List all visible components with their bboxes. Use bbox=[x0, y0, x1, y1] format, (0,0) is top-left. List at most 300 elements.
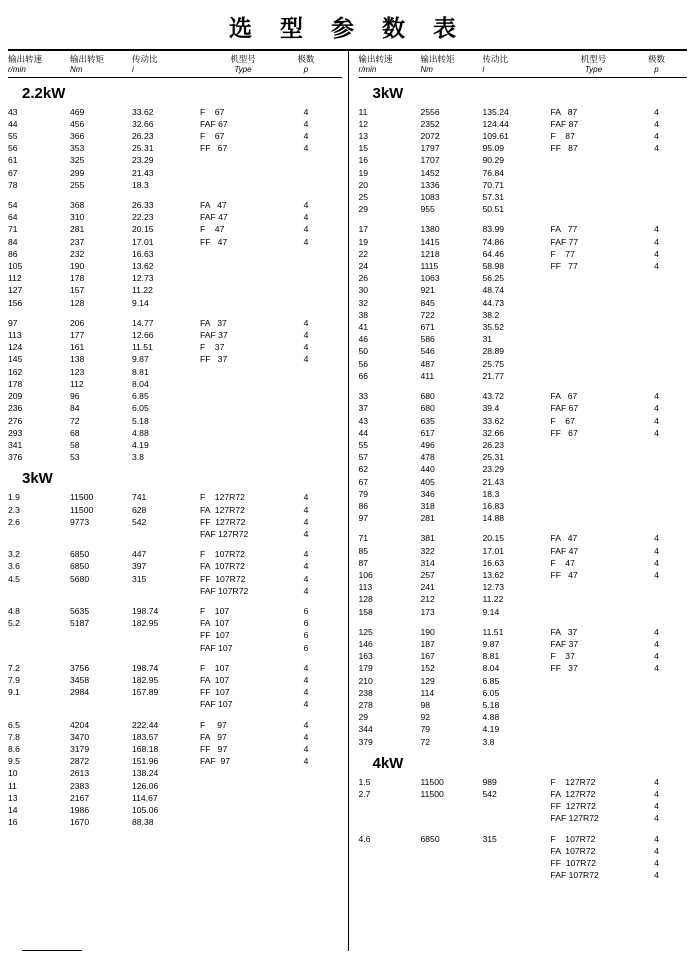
cell-type: FAF 127R72 bbox=[200, 528, 249, 539]
cell-nm: 322 bbox=[420, 545, 435, 556]
cell-type bbox=[200, 804, 286, 816]
cell-poles bbox=[286, 297, 326, 309]
cell-poles bbox=[637, 488, 677, 500]
cell-poles bbox=[286, 366, 326, 378]
table-row bbox=[359, 358, 677, 370]
cell-type bbox=[551, 370, 637, 382]
cell-rpm: 37 bbox=[358, 403, 369, 414]
cell-type bbox=[200, 154, 286, 166]
cell-type: FAF 127R72 bbox=[550, 813, 599, 824]
cell-ratio: 14.88 bbox=[482, 513, 505, 524]
cell-poles: 4 bbox=[654, 845, 659, 856]
cell-rpm: 127 bbox=[8, 285, 23, 296]
header-output-torque-cn: 输出转矩 bbox=[70, 54, 105, 64]
table-row bbox=[8, 402, 326, 414]
power-rating-heading: 3kW bbox=[372, 84, 404, 102]
header-ratio-en: i bbox=[482, 64, 485, 74]
table-row bbox=[8, 223, 326, 235]
cell-nm: 310 bbox=[70, 212, 85, 223]
cell-rpm: 293 bbox=[8, 427, 23, 438]
cell-rpm: 71 bbox=[358, 533, 369, 544]
table-row bbox=[359, 321, 677, 333]
table-row bbox=[359, 606, 677, 618]
table-row bbox=[359, 545, 677, 557]
cell-nm: 722 bbox=[420, 309, 435, 320]
table-row bbox=[359, 142, 677, 154]
cell-rpm: 15 bbox=[358, 143, 369, 154]
cell-rpm: 379 bbox=[358, 736, 373, 747]
cell-ratio: 447 bbox=[132, 549, 147, 560]
cell-poles bbox=[286, 272, 326, 284]
table-row bbox=[359, 390, 677, 402]
cell-rpm: 78 bbox=[8, 179, 18, 190]
table-row bbox=[8, 642, 326, 654]
cell-type: FAF 77 bbox=[550, 236, 579, 247]
cell-ratio: 25.31 bbox=[482, 452, 505, 463]
cell-rpm: 113 bbox=[8, 330, 22, 341]
cell-poles bbox=[637, 284, 677, 296]
cell-nm: 1415 bbox=[420, 236, 440, 247]
cell-poles: 4 bbox=[654, 261, 659, 272]
cell-rpm bbox=[8, 642, 70, 654]
table-row bbox=[8, 427, 326, 439]
cell-ratio: 16.83 bbox=[482, 500, 505, 511]
cell-nm: 5680 bbox=[70, 573, 90, 584]
cell-nm: 187 bbox=[420, 638, 435, 649]
cell-ratio: 16.63 bbox=[482, 557, 505, 568]
cell-type: FF 127R72 bbox=[550, 801, 596, 812]
cell-nm: 128 bbox=[70, 297, 85, 308]
cell-nm: 190 bbox=[420, 626, 435, 637]
cell-poles bbox=[286, 390, 326, 402]
cell-poles bbox=[286, 402, 326, 414]
header-output-torque-en: Nm bbox=[420, 64, 433, 74]
cell-poles bbox=[286, 167, 326, 179]
cell-rpm: 24 bbox=[358, 261, 369, 272]
right-header-divider bbox=[359, 77, 688, 78]
cell-nm: 314 bbox=[420, 557, 435, 568]
cell-ratio: 43.72 bbox=[482, 391, 505, 402]
cell-rpm: 32 bbox=[358, 297, 369, 308]
cell-nm: 11500 bbox=[420, 776, 444, 787]
table-row bbox=[359, 500, 677, 512]
cell-poles: 4 bbox=[303, 573, 309, 584]
cell-poles: 4 bbox=[654, 391, 659, 402]
cell-poles bbox=[637, 333, 677, 345]
table-row bbox=[359, 309, 677, 321]
cell-poles: 6 bbox=[303, 618, 309, 629]
cell-rpm: 43 bbox=[8, 106, 18, 117]
cell-nm: 368 bbox=[70, 200, 85, 211]
table-row bbox=[8, 167, 326, 179]
table-row bbox=[8, 284, 326, 296]
cell-rpm: 2.3 bbox=[8, 504, 20, 515]
table-row bbox=[8, 260, 326, 272]
cell-type: FF 107 bbox=[200, 630, 230, 641]
cell-poles: 4 bbox=[303, 561, 309, 572]
cell-ratio: 198.74 bbox=[132, 605, 159, 616]
cell-rpm: 2.7 bbox=[358, 788, 371, 799]
cell-ratio: 6.05 bbox=[482, 687, 500, 698]
cell-rpm: 7.8 bbox=[8, 731, 20, 742]
cell-nm: 11500 bbox=[420, 788, 444, 799]
cell-poles bbox=[637, 711, 677, 723]
cell-rpm: 4.6 bbox=[358, 833, 371, 844]
cell-ratio: 8.04 bbox=[482, 663, 500, 674]
table-row bbox=[8, 816, 326, 828]
cell-ratio: 16.63 bbox=[132, 248, 154, 259]
table-row bbox=[8, 353, 326, 365]
two-column-body bbox=[0, 51, 695, 951]
cell-rpm: 56 bbox=[358, 358, 369, 369]
table-row bbox=[359, 626, 677, 638]
cell-nm bbox=[421, 800, 483, 812]
cell-poles: 4 bbox=[654, 131, 659, 142]
cell-ratio: 124.44 bbox=[482, 118, 509, 129]
cell-type: FA 127R72 bbox=[200, 504, 245, 515]
cell-ratio: 32.66 bbox=[482, 427, 505, 438]
cell-rpm: 57 bbox=[358, 452, 369, 463]
cell-poles: 4 bbox=[654, 118, 659, 129]
cell-type bbox=[551, 154, 637, 166]
table-row bbox=[359, 203, 677, 215]
table-row bbox=[359, 699, 677, 711]
table-row bbox=[8, 804, 326, 816]
cell-type bbox=[551, 512, 637, 524]
table-row bbox=[359, 532, 677, 544]
cell-nm: 84 bbox=[70, 403, 80, 414]
header-ratio-cn: 传动比 bbox=[482, 54, 509, 64]
cell-ratio: 23.29 bbox=[482, 464, 505, 475]
cell-ratio: 8.81 bbox=[132, 366, 149, 377]
cell-type bbox=[200, 390, 286, 402]
cell-type: F 127R72 bbox=[550, 776, 596, 787]
cell-type: F 37 bbox=[200, 342, 225, 353]
cell-poles bbox=[637, 297, 677, 309]
cell-nm bbox=[421, 869, 483, 881]
cell-ratio: 4.88 bbox=[482, 712, 500, 723]
header-output-torque bbox=[70, 54, 132, 75]
cell-poles: 4 bbox=[303, 662, 309, 673]
cell-poles: 4 bbox=[303, 528, 309, 539]
cell-ratio: 182.95 bbox=[132, 674, 159, 685]
cell-poles: 4 bbox=[654, 833, 659, 844]
cell-poles: 4 bbox=[303, 699, 309, 710]
cell-type: FA 67 bbox=[550, 391, 578, 402]
cell-poles: 4 bbox=[654, 533, 659, 544]
parameter-table bbox=[8, 491, 326, 828]
cell-nm: 4204 bbox=[70, 719, 90, 730]
table-row bbox=[359, 687, 677, 699]
cell-rpm bbox=[359, 812, 421, 824]
cell-ratio bbox=[132, 585, 200, 597]
table-row bbox=[8, 491, 326, 503]
cell-ratio: 31 bbox=[482, 334, 493, 345]
cell-rpm: 19 bbox=[358, 236, 369, 247]
cell-type bbox=[200, 167, 286, 179]
cell-rpm: 66 bbox=[358, 370, 369, 381]
cell-nm: 98 bbox=[420, 699, 431, 710]
cell-poles: 6 bbox=[303, 642, 309, 653]
cell-poles: 4 bbox=[654, 870, 659, 881]
cell-poles: 4 bbox=[654, 545, 659, 556]
cell-nm: 152 bbox=[420, 663, 435, 674]
cell-poles: 4 bbox=[654, 224, 659, 235]
cell-poles: 6 bbox=[303, 630, 309, 641]
cell-poles: 4 bbox=[654, 236, 659, 247]
cell-ratio: 44.73 bbox=[482, 297, 505, 308]
cell-type bbox=[200, 272, 286, 284]
cell-ratio: 397 bbox=[132, 561, 147, 572]
cell-poles bbox=[637, 512, 677, 524]
table-row bbox=[8, 415, 326, 427]
left-header-divider bbox=[8, 77, 342, 78]
cell-poles: 4 bbox=[303, 236, 309, 247]
cell-nm: 206 bbox=[70, 317, 85, 328]
cell-nm: 2383 bbox=[70, 780, 90, 791]
cell-nm bbox=[70, 585, 132, 597]
table-row bbox=[359, 593, 677, 605]
cell-poles bbox=[637, 500, 677, 512]
table-row bbox=[8, 329, 326, 341]
table-row bbox=[359, 869, 677, 881]
cell-ratio: 17.01 bbox=[482, 545, 505, 556]
table-row bbox=[8, 378, 326, 390]
cell-nm: 212 bbox=[420, 594, 435, 605]
cell-ratio: 50.51 bbox=[482, 204, 505, 215]
cell-ratio: 33.62 bbox=[482, 415, 505, 426]
cell-rpm: 146 bbox=[358, 638, 373, 649]
cell-ratio: 9.87 bbox=[132, 354, 149, 365]
cell-rpm: 376 bbox=[8, 452, 23, 463]
cell-nm: 921 bbox=[420, 285, 435, 296]
cell-nm: 138 bbox=[70, 354, 85, 365]
table-row bbox=[359, 118, 677, 130]
cell-nm: 411 bbox=[420, 370, 435, 381]
cell-poles: 4 bbox=[303, 118, 309, 129]
left-column-headers bbox=[8, 51, 342, 77]
cell-type: FF 107R72 bbox=[200, 573, 246, 584]
cell-type bbox=[551, 451, 637, 463]
group-spacer bbox=[8, 540, 326, 548]
table-row bbox=[359, 236, 677, 248]
cell-rpm: 97 bbox=[358, 513, 369, 524]
header-type-cn: 机型号 bbox=[230, 54, 256, 64]
cell-rpm: 25 bbox=[358, 192, 369, 203]
cell-ratio: 11.22 bbox=[482, 594, 504, 605]
cell-type: FAF 47 bbox=[550, 545, 579, 556]
table-row bbox=[8, 118, 326, 130]
cell-nm: 5635 bbox=[70, 605, 90, 616]
cell-poles bbox=[637, 687, 677, 699]
cell-type bbox=[200, 792, 286, 804]
table-row bbox=[359, 723, 677, 735]
group-spacer bbox=[8, 654, 326, 662]
cell-rpm: 124 bbox=[8, 342, 23, 353]
cell-ratio: 39.4 bbox=[482, 403, 500, 414]
header-output-speed-cn: 输出转速 bbox=[8, 54, 43, 64]
cell-nm: 6850 bbox=[70, 561, 90, 572]
cell-ratio: 5.18 bbox=[482, 699, 500, 710]
cell-poles bbox=[637, 439, 677, 451]
cell-poles: 4 bbox=[303, 212, 309, 223]
cell-type bbox=[551, 476, 637, 488]
table-row bbox=[359, 284, 677, 296]
cell-poles bbox=[637, 451, 677, 463]
cell-type: FF 37 bbox=[200, 354, 228, 365]
cell-ratio: 6.85 bbox=[132, 391, 149, 402]
cell-type: FF 47 bbox=[200, 236, 228, 247]
cell-poles: 4 bbox=[654, 788, 659, 799]
cell-type: FF 87 bbox=[550, 143, 578, 154]
table-row bbox=[8, 780, 326, 792]
cell-ratio: 157.89 bbox=[132, 687, 159, 698]
cell-poles: 4 bbox=[654, 776, 659, 787]
table-row bbox=[359, 569, 677, 581]
cell-nm bbox=[421, 857, 483, 869]
cell-rpm: 67 bbox=[358, 476, 369, 487]
cell-ratio: 105.06 bbox=[132, 804, 159, 815]
cell-nm: 2556 bbox=[420, 106, 440, 117]
cell-ratio: 26.23 bbox=[482, 439, 505, 450]
cell-nm: 2352 bbox=[420, 118, 440, 129]
cell-poles bbox=[637, 191, 677, 203]
cell-rpm bbox=[8, 698, 70, 710]
cell-poles bbox=[286, 792, 326, 804]
cell-ratio: 183.57 bbox=[132, 731, 159, 742]
cell-rpm: 11 bbox=[358, 106, 368, 117]
left-column bbox=[8, 51, 348, 951]
cell-ratio: 542 bbox=[132, 516, 147, 527]
table-row bbox=[359, 650, 677, 662]
cell-ratio: 12.66 bbox=[132, 330, 154, 341]
cell-rpm bbox=[359, 857, 421, 869]
cell-type bbox=[551, 321, 637, 333]
table-row bbox=[359, 402, 677, 414]
cell-nm: 11500 bbox=[70, 504, 94, 515]
table-row bbox=[359, 415, 677, 427]
cell-poles: 4 bbox=[303, 719, 309, 730]
cell-rpm: 67 bbox=[8, 167, 18, 178]
cell-nm: 680 bbox=[420, 391, 435, 402]
parameter-table bbox=[359, 106, 677, 748]
cell-rpm: 4.5 bbox=[8, 573, 20, 584]
cell-ratio: 135.24 bbox=[482, 106, 509, 117]
cell-ratio: 9.87 bbox=[482, 638, 500, 649]
cell-type: FF 77 bbox=[550, 261, 578, 272]
table-row bbox=[8, 573, 326, 585]
cell-rpm bbox=[359, 869, 421, 881]
cell-poles: 4 bbox=[303, 585, 309, 596]
page-title: 选 型 参 数 表 bbox=[228, 16, 467, 42]
cell-rpm: 79 bbox=[358, 488, 369, 499]
cell-ratio: 56.25 bbox=[482, 273, 505, 284]
cell-nm: 299 bbox=[70, 167, 85, 178]
cell-ratio: 13.62 bbox=[132, 261, 154, 272]
cell-poles bbox=[286, 804, 326, 816]
table-row bbox=[8, 272, 326, 284]
cell-type: F 47 bbox=[550, 557, 575, 568]
cell-rpm: 41 bbox=[358, 322, 369, 333]
cell-poles bbox=[286, 260, 326, 272]
cell-ratio: 989 bbox=[482, 776, 497, 787]
table-row bbox=[359, 711, 677, 723]
cell-rpm: 163 bbox=[358, 651, 373, 662]
table-row bbox=[8, 297, 326, 309]
cell-poles: 4 bbox=[303, 756, 309, 767]
cell-nm: 72 bbox=[420, 736, 431, 747]
cell-rpm: 86 bbox=[8, 248, 18, 259]
cell-nm: 2072 bbox=[420, 131, 440, 142]
table-row bbox=[359, 675, 677, 687]
header-output-speed-cn: 输出转速 bbox=[358, 54, 393, 64]
cell-nm: 129 bbox=[420, 675, 435, 686]
cell-rpm: 14 bbox=[8, 804, 18, 815]
cell-rpm: 29 bbox=[358, 712, 369, 723]
table-row bbox=[8, 755, 326, 767]
cell-ratio: 182.95 bbox=[132, 618, 159, 629]
cell-ratio: 70.71 bbox=[482, 179, 505, 190]
cell-ratio: 18.3 bbox=[132, 179, 149, 190]
cell-poles bbox=[286, 427, 326, 439]
cell-type bbox=[551, 167, 637, 179]
table-row bbox=[359, 260, 677, 272]
cell-nm bbox=[421, 812, 483, 824]
cell-nm: 617 bbox=[420, 427, 435, 438]
cell-poles: 4 bbox=[654, 858, 659, 868]
cell-ratio bbox=[132, 528, 200, 540]
cell-rpm: 50 bbox=[358, 346, 369, 357]
cell-ratio: 12.73 bbox=[132, 273, 154, 284]
cell-type: FA 97 bbox=[200, 731, 227, 742]
cell-nm: 177 bbox=[70, 330, 85, 341]
cell-type bbox=[551, 309, 637, 321]
table-row bbox=[359, 512, 677, 524]
cell-rpm: 12 bbox=[358, 118, 369, 129]
cell-type: FAF 87 bbox=[550, 118, 579, 129]
cell-type: FA 77 bbox=[550, 224, 578, 235]
cell-type: FAF 37 bbox=[200, 330, 228, 341]
cell-rpm: 10 bbox=[8, 768, 18, 779]
cell-type: F 107 bbox=[200, 605, 230, 616]
cell-ratio: 9.14 bbox=[482, 606, 500, 617]
cell-type: FA 47 bbox=[550, 533, 578, 544]
cell-ratio bbox=[483, 845, 551, 857]
table-row bbox=[8, 504, 326, 516]
table-row bbox=[359, 488, 677, 500]
cell-ratio: 21.43 bbox=[132, 167, 154, 178]
cell-nm: 1336 bbox=[420, 179, 440, 190]
cell-rpm bbox=[8, 528, 70, 540]
cell-poles bbox=[286, 378, 326, 390]
cell-nm: 586 bbox=[420, 334, 435, 345]
cell-nm: 2613 bbox=[70, 768, 90, 779]
table-row bbox=[8, 516, 326, 528]
table-row bbox=[359, 776, 677, 788]
cell-type bbox=[551, 345, 637, 357]
cell-nm: 440 bbox=[420, 464, 435, 475]
group-spacer bbox=[8, 309, 326, 317]
cell-ratio bbox=[132, 698, 200, 710]
cell-nm: 955 bbox=[420, 204, 435, 215]
cell-nm: 114 bbox=[420, 687, 435, 698]
cell-ratio: 198.74 bbox=[132, 662, 159, 673]
cell-poles bbox=[286, 154, 326, 166]
table-row bbox=[8, 199, 326, 211]
header-ratio bbox=[483, 54, 551, 75]
cell-nm: 1986 bbox=[70, 804, 90, 815]
cell-rpm: 19 bbox=[358, 167, 369, 178]
